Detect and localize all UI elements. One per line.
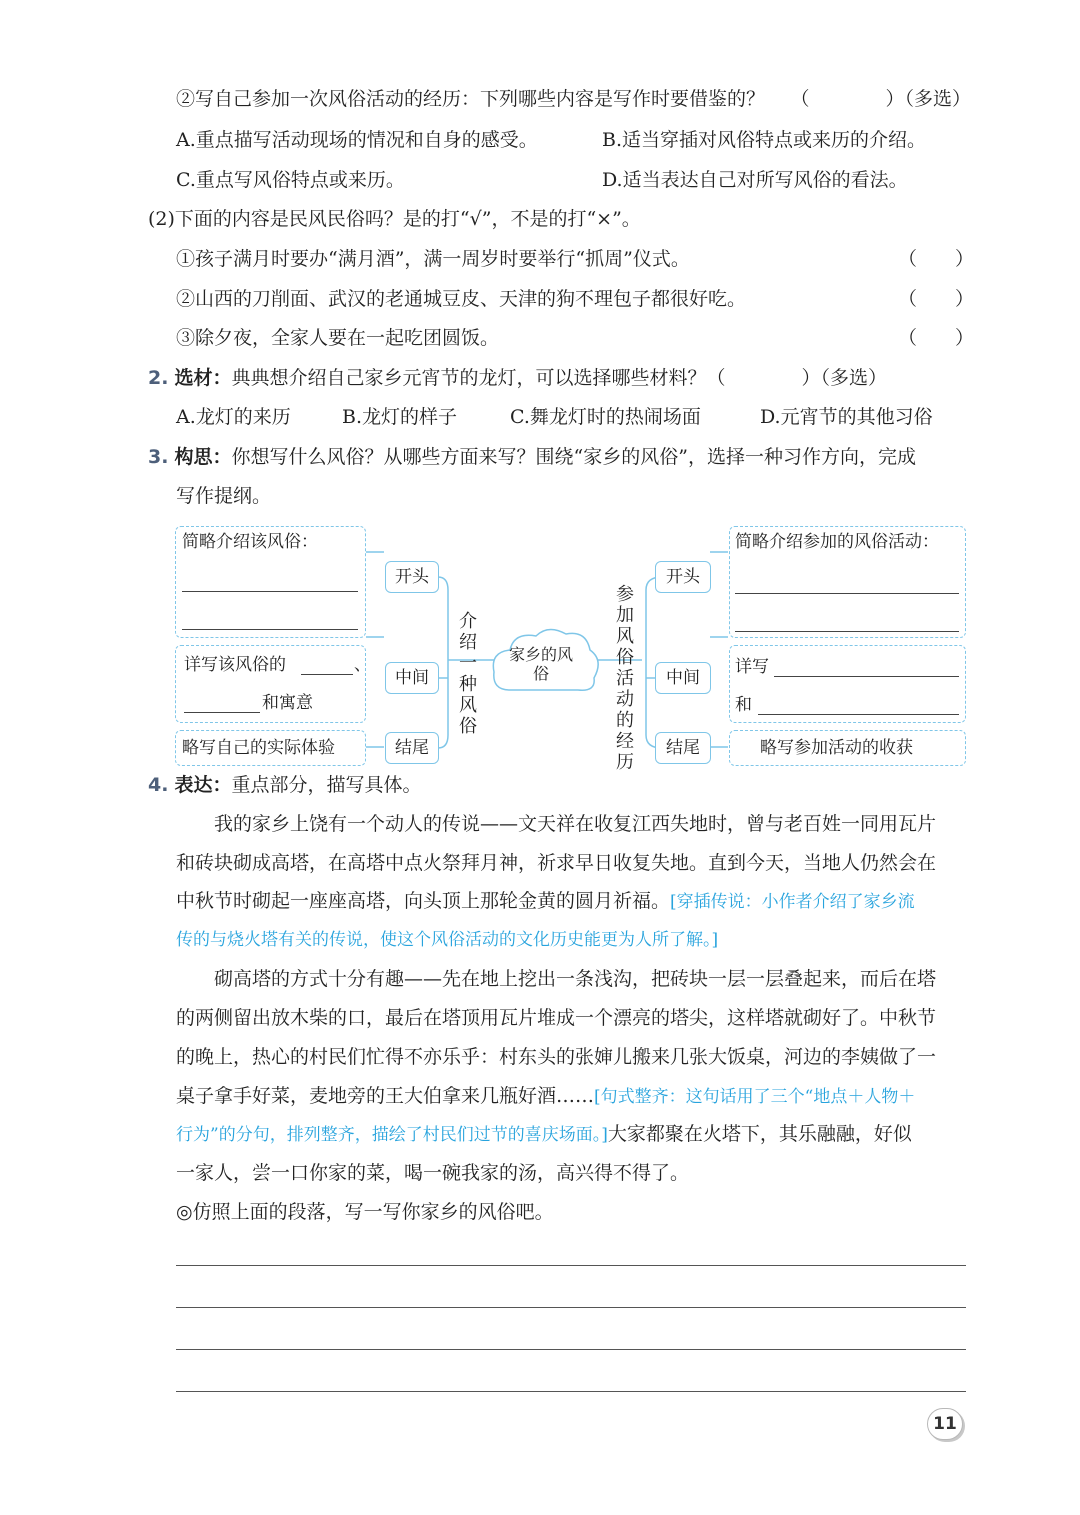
essay-p2-line-4 xyxy=(176,1083,915,1110)
writing-prompt: ◎仿照上面的段落，写一写你家乡的风俗吧。 xyxy=(176,1201,554,1223)
essay-p1-line-1: 我的家乡上饶有一个动人的传说——文天祥在收复江西失地时，曾与老百姓一同用瓦片 xyxy=(214,813,937,835)
essay-p1-line-3-text: 中秋节时砌起一座座高塔，向头顶上那轮金黄的圆月祈福。 xyxy=(176,890,671,912)
left-box-end xyxy=(175,730,366,766)
left-box-detail xyxy=(175,645,371,723)
right-detail-blank-2[interactable] xyxy=(758,714,959,715)
q4-number: 4. xyxy=(148,774,169,796)
essay-p2-line-5-text: 大家都聚在火塔下，其乐融融，好似 xyxy=(607,1123,912,1145)
right-middle-label: 中间 xyxy=(655,662,711,694)
right-box-intro xyxy=(729,526,966,638)
right-branch-title: 参加风俗活动的经历 xyxy=(616,584,634,773)
left-box-intro xyxy=(175,526,366,638)
page-number: 11 xyxy=(927,1408,963,1440)
left-box-detail-label-a: 详写该风俗的 xyxy=(184,655,286,675)
q1-part2-item-1: ①孩子满月时要办“满月酒”，满一周岁时要举行“抓周”仪式。 xyxy=(176,248,690,270)
q1-part2-answer-2[interactable]: （ ） xyxy=(898,288,975,310)
q1-option-b: B.适当穿插对风俗特点或来历的介绍。 xyxy=(602,129,927,151)
q2-text: 典典想介绍自己家乡元宵节的龙灯，可以选择哪些材料？（ ）（多选） xyxy=(231,367,888,389)
q2-option-d: D.元宵节的其他习俗 xyxy=(760,406,933,428)
q3-text-2: 写作提纲。 xyxy=(176,485,272,507)
right-box-detail xyxy=(729,645,966,723)
left-detail-blank-1[interactable] xyxy=(301,674,353,675)
writing-line-1[interactable] xyxy=(176,1265,966,1266)
q1-option-a: A.重点描写活动现场的情况和自身的感受。 xyxy=(176,129,538,151)
writing-line-2[interactable] xyxy=(176,1307,966,1308)
left-intro-blank-1[interactable] xyxy=(182,591,358,592)
q4-text: 重点部分，描写具体。 xyxy=(231,774,422,796)
left-middle-label: 中间 xyxy=(385,662,439,694)
left-branch-title: 介绍一种风俗 xyxy=(459,611,477,737)
annotation-1-start: [穿插传说：小作者介绍了家乡流 xyxy=(670,892,915,912)
right-start-label: 开头 xyxy=(655,561,711,593)
left-box-detail-label-b: 和寓意 xyxy=(262,693,313,713)
essay-p2-line-6: 一家人，尝一口你家的菜，喝一碗我家的汤，高兴得不得了。 xyxy=(176,1162,690,1184)
q3-label: 构思： xyxy=(174,446,232,468)
annotation-1-end: 传的与烧火塔有关的传说，使这个风俗活动的文化历史能更为人所了解。] xyxy=(176,930,719,950)
annotation-2-end: 行为”的分句，排列整齐，描绘了村民们过节的喜庆场面。] xyxy=(176,1125,608,1145)
right-box-intro-label: 简略介绍参加的风俗活动： xyxy=(735,532,939,552)
q1-part2-item-2: ②山西的刀削面、武汉的老通城豆皮、天津的狗不理包子都很好吃。 xyxy=(176,288,747,310)
essay-p1-line-3 xyxy=(176,888,915,915)
q1-sub2-answer-paren[interactable]: （ ）（多选） xyxy=(790,88,971,110)
left-end-label: 结尾 xyxy=(385,732,439,764)
q1-part2-answer-1[interactable]: （ ） xyxy=(898,248,975,270)
q2-label: 选材： xyxy=(174,367,232,389)
q1-part2-answer-3[interactable]: （ ） xyxy=(898,327,975,349)
right-end-label: 结尾 xyxy=(655,732,711,764)
left-intro-blank-2[interactable] xyxy=(182,629,358,630)
q4-line xyxy=(148,772,422,798)
q1-sub2-question: ②写自己参加一次风俗活动的经历：下列哪些内容是写作时要借鉴的？ xyxy=(176,88,766,110)
essay-p1-line-2: 和砖块砌成高塔，在高塔中点火祭拜月神，祈求早日收复失地。直到今天，当地人仍然会在 xyxy=(176,852,937,874)
right-detail-blank-1[interactable] xyxy=(774,676,959,677)
writing-line-3[interactable] xyxy=(176,1349,966,1350)
q2-option-b: B.龙灯的样子 xyxy=(342,406,458,428)
q1-part2-item-3: ③除夕夜，全家人要在一起吃团圆饭。 xyxy=(176,327,500,349)
q1-part2-title: (2)下面的内容是民风民俗吗？是的打“√”，不是的打“×”。 xyxy=(148,208,641,230)
essay-p2-line-2: 的两侧留出放木柴的口，最后在塔顶用瓦片堆成一个漂亮的塔尖，这样塔就砌好了。中秋节 xyxy=(176,1007,937,1029)
q2-option-a: A.龙灯的来历 xyxy=(176,406,291,428)
right-box-end xyxy=(729,730,966,766)
essay-p2-line-1: 砌高塔的方式十分有趣——先在地上挖出一条浅沟，把砖块一层一层叠起来，而后在塔 xyxy=(214,968,937,990)
q2-option-c: C.舞龙灯时的热闹场面 xyxy=(510,406,701,428)
q3-text-1: 你想写什么风俗？从哪些方面来写？围绕“家乡的风俗”，选择一种习作方向，完成 xyxy=(231,446,916,468)
left-detail-blank-2[interactable] xyxy=(184,712,260,713)
right-intro-blank-1[interactable] xyxy=(735,593,959,594)
right-intro-blank-2[interactable] xyxy=(735,631,959,632)
left-start-label: 开头 xyxy=(385,561,439,593)
right-box-detail-label-a: 详写 xyxy=(735,657,769,677)
q2-number: 2. xyxy=(148,367,169,389)
writing-line-4[interactable] xyxy=(176,1391,966,1392)
right-box-detail-label-b: 和 xyxy=(735,695,752,715)
left-box-end-label: 略写自己的实际体验 xyxy=(182,738,335,758)
annotation-2-start: [句式整齐：这句话用了三个“地点＋人物＋ xyxy=(594,1087,916,1107)
q3-number: 3. xyxy=(148,446,169,468)
essay-p2-line-3: 的晚上，热心的村民们忙得不亦乐乎：村东头的张婶儿搬来几张大饭桌，河边的李姨做了一 xyxy=(176,1046,937,1068)
q1-option-c: C.重点写风俗特点或来历。 xyxy=(176,169,405,191)
left-box-intro-label: 简略介绍该风俗： xyxy=(182,532,318,552)
q1-option-d: D.适当表达自己对所写风俗的看法。 xyxy=(602,169,908,191)
right-box-end-label: 略写参加活动的收获 xyxy=(760,738,913,758)
center-topic: 家乡的风俗 xyxy=(508,645,573,683)
left-box-detail-sep: 、 xyxy=(354,655,371,675)
essay-p2-line-4-text: 桌子拿手好菜，麦地旁的王大伯拿来几瓶好酒…… xyxy=(176,1085,595,1107)
essay-p2-line-5 xyxy=(176,1121,912,1148)
q4-label: 表达： xyxy=(174,774,232,796)
